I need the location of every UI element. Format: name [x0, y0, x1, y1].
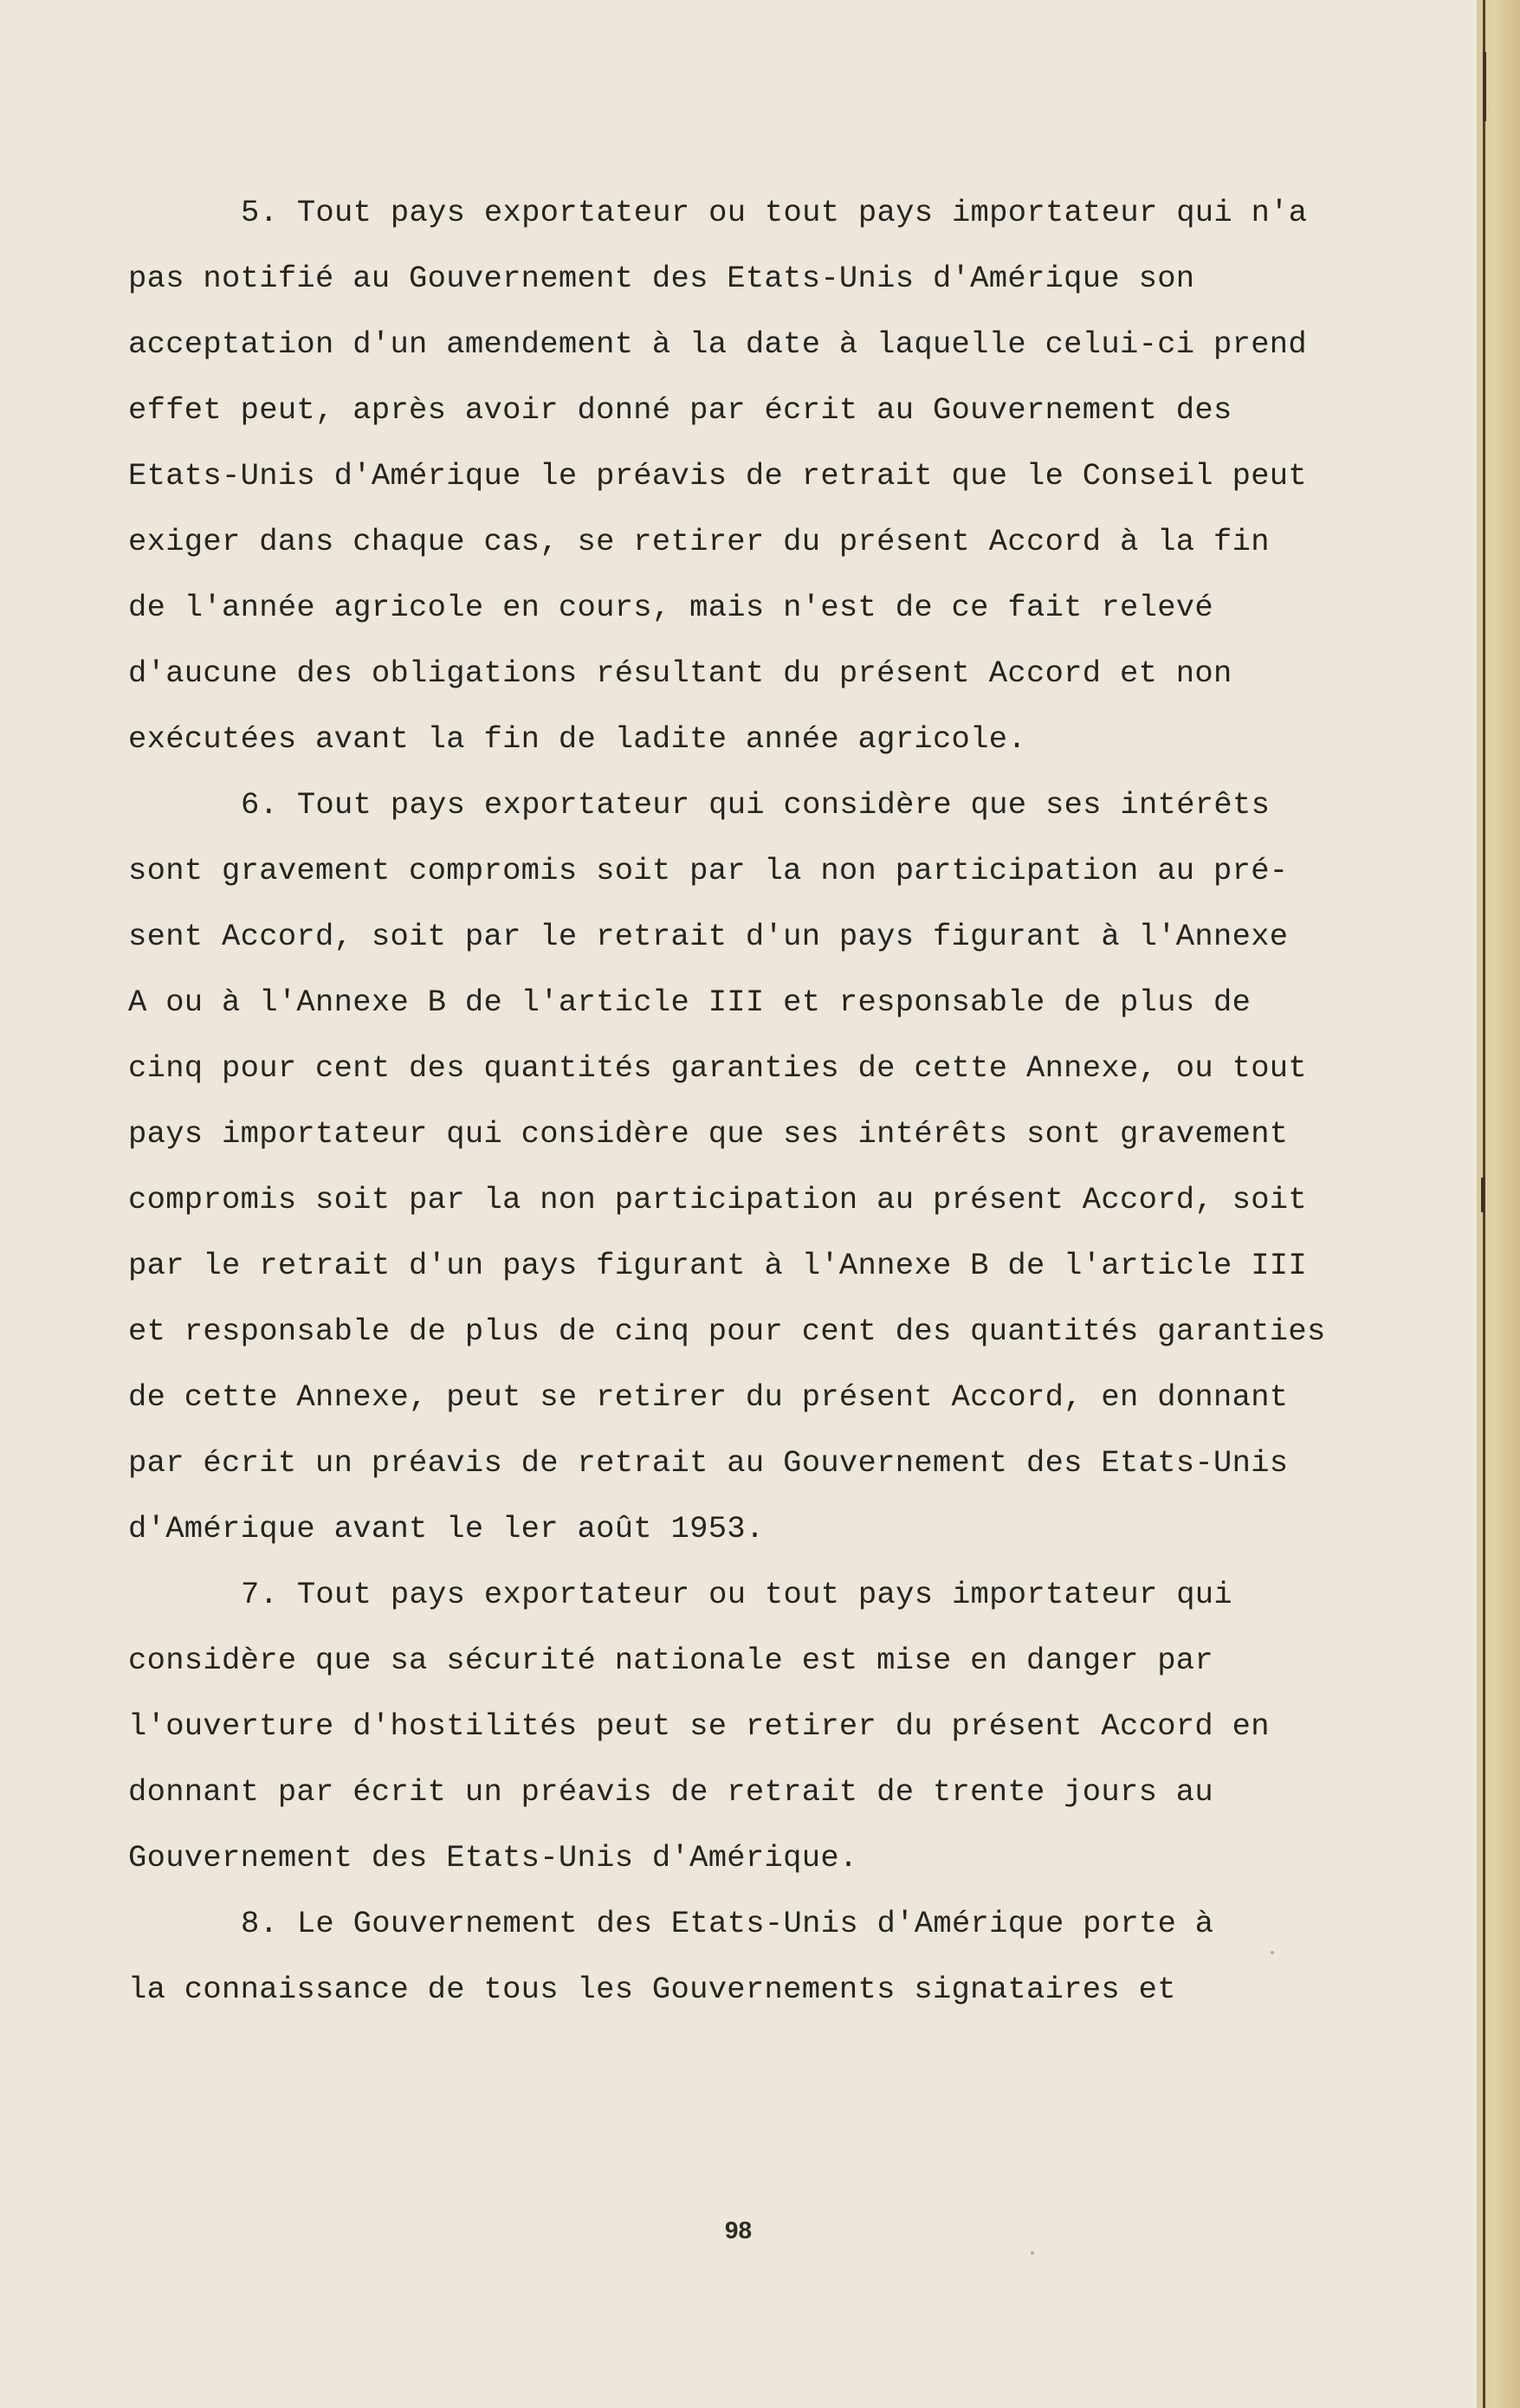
text-line: A ou à l'Annexe B de l'article III et responsable de plus de: [128, 985, 1252, 1020]
text-line: la connaissance de tous les Gouvernements signataires et: [128, 1972, 1176, 2007]
paper-speck: [1031, 2251, 1034, 2255]
paragraph-number: 6.: [241, 787, 279, 823]
text-line: considère que sa sécurité nationale est mise en danger par: [128, 1643, 1214, 1678]
text-line: Tout pays exportateur ou tout pays importateur qui n'a: [296, 195, 1308, 230]
text-line: Etats-Unis d'Amérique le préavis de retrait que le Conseil peut: [128, 458, 1308, 494]
edge-mark: [1481, 1178, 1484, 1212]
text-line: exiger dans chaque cas, se retirer du présent Accord à la fin: [128, 524, 1270, 559]
text-line: Tout pays exportateur ou tout pays importateur qui: [296, 1577, 1233, 1612]
paragraph-first-line: [128, 1891, 1384, 1957]
paragraph-8: [128, 1891, 1384, 2023]
text-line: pays importateur qui considère que ses intérêts sont gravement: [128, 1116, 1289, 1152]
text-line: l'ouverture d'hostilités peut se retirer du présent Accord en: [128, 1708, 1270, 1744]
paragraph-5: [128, 180, 1384, 772]
text-line: d'Amérique avant le ler août 1953.: [128, 1511, 765, 1546]
text-line: donnant par écrit un préavis de retrait de trente jours au: [128, 1774, 1214, 1810]
paragraph-number: 8.: [241, 1906, 279, 1941]
text-line: et responsable de plus de cinq pour cent des quantités garanties: [128, 1314, 1326, 1349]
document-body: [128, 180, 1384, 2023]
edge-mark: [1483, 52, 1486, 121]
text-line: exécutées avant la fin de ladite année agricole.: [128, 721, 1026, 757]
text-line: pas notifié au Gouvernement des Etats-Unis d'Amérique son: [128, 261, 1195, 296]
text-line: compromis soit par la non participation au présent Accord, soit: [128, 1182, 1308, 1217]
text-line: sent Accord, soit par le retrait d'un pays figurant à l'Annexe: [128, 919, 1289, 954]
text-line: d'aucune des obligations résultant du présent Accord et non: [128, 655, 1232, 691]
text-line: par écrit un préavis de retrait au Gouvernement des Etats-Unis: [128, 1445, 1289, 1481]
paragraph-first-line: [128, 1562, 1384, 1628]
text-line: par le retrait d'un pays figurant à l'Annexe B de l'article III: [128, 1248, 1308, 1283]
paragraph-7: [128, 1562, 1384, 1891]
page-number: 98: [724, 2217, 753, 2243]
text-line: Tout pays exportateur qui considère que ses intérêts: [296, 787, 1271, 823]
text-line: effet peut, après avoir donné par écrit au Gouvernement des: [128, 392, 1232, 428]
paragraph-first-line: [128, 180, 1384, 246]
paragraph-first-line: [128, 772, 1384, 838]
paragraph-6: [128, 772, 1384, 1562]
text-line: acceptation d'un amendement à la date à laquelle celui-ci prend: [128, 326, 1308, 362]
text-line: de cette Annexe, peut se retirer du présent Accord, en donnant: [128, 1379, 1289, 1415]
text-line: Le Gouvernement des Etats-Unis d'Amérique porte à: [296, 1906, 1214, 1941]
paragraph-number: 7.: [241, 1577, 279, 1612]
text-line: Gouvernement des Etats-Unis d'Amérique.: [128, 1840, 858, 1875]
paragraph-number: 5.: [241, 195, 279, 230]
text-line: cinq pour cent des quantités garanties de cette Annexe, ou tout: [128, 1050, 1308, 1086]
paper-speck: [1271, 1951, 1274, 1954]
text-line: sont gravement compromis soit par la non participation au pré-: [128, 853, 1289, 888]
text-line: de l'année agricole en cours, mais n'est de ce fait relevé: [128, 590, 1214, 625]
